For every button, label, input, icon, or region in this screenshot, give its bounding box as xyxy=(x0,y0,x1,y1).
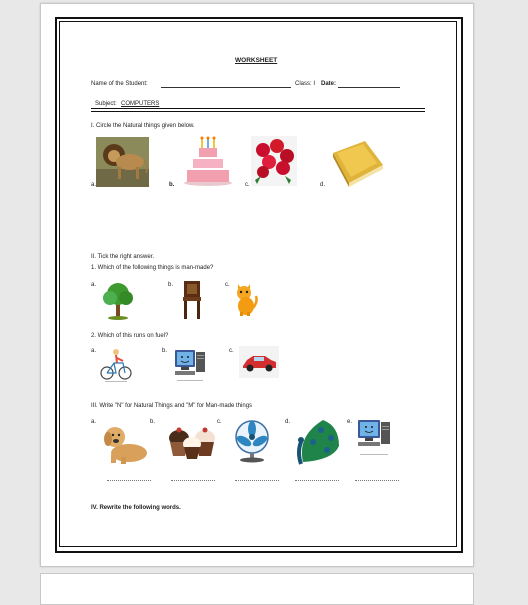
chair-image xyxy=(181,281,203,319)
answer-line-e[interactable] xyxy=(355,480,399,481)
bicycle-image xyxy=(99,347,133,383)
car-image xyxy=(239,346,279,378)
student-name-label: Name of the Student: xyxy=(91,81,148,87)
section1-label-d: d. xyxy=(320,182,326,188)
q1-label-b: b. xyxy=(168,282,174,288)
computer-image-1 xyxy=(171,346,209,384)
document-page xyxy=(40,3,474,567)
answer-line-d[interactable] xyxy=(295,480,339,481)
book-image xyxy=(329,139,385,187)
q2-label-a: a. xyxy=(91,348,97,354)
section1-label-c: c. xyxy=(245,182,250,188)
q1-label-c: c. xyxy=(225,282,230,288)
answer-line-b[interactable] xyxy=(171,480,215,481)
date-label: Date: xyxy=(321,81,337,87)
date-blank[interactable] xyxy=(338,81,400,88)
section1-label-b: b. xyxy=(169,182,175,188)
section3-label-a: a. xyxy=(91,419,97,425)
header-rule-2 xyxy=(91,111,425,112)
next-page xyxy=(40,573,474,605)
peacock-image xyxy=(293,416,343,466)
answer-line-c[interactable] xyxy=(235,480,279,481)
dog-image xyxy=(99,419,151,465)
computer-image-2 xyxy=(354,416,394,458)
class-label: Class: I xyxy=(295,81,316,87)
header-rule-1 xyxy=(91,108,425,109)
section2-heading: II. Tick the right answer. xyxy=(91,254,155,260)
subject-value: COMPUTERS xyxy=(121,101,160,107)
worksheet-title: WORKSHEET xyxy=(235,57,278,64)
section3-heading: III. Write "N" for Natural Things and "M" for Man-made things xyxy=(91,403,253,409)
cat-image xyxy=(234,282,258,316)
section1-label-a: a. xyxy=(91,182,97,188)
section2-question-2: 2. Which of this runs on fuel? xyxy=(91,333,169,339)
section1-heading: I. Circle the Natural things given below. xyxy=(91,123,195,129)
roses-image xyxy=(251,136,297,186)
cupcakes-image xyxy=(167,422,217,460)
q2-label-c: c. xyxy=(229,348,234,354)
cake-image xyxy=(183,135,233,187)
lion-image xyxy=(96,137,149,187)
student-name-blank[interactable] xyxy=(161,81,291,88)
section3-label-c: c. xyxy=(217,419,222,425)
answer-line-a[interactable] xyxy=(107,480,151,481)
section3-label-b: b. xyxy=(150,419,156,425)
fan-image xyxy=(229,419,275,463)
section2-question-1: 1. Which of the following things is man-made? xyxy=(91,265,214,271)
section3-label-d: d. xyxy=(285,419,291,425)
subject-label: Subject: xyxy=(95,101,117,107)
section4-heading: IV. Rewrite the following words. xyxy=(91,505,181,511)
tree-image xyxy=(101,280,135,320)
q2-label-b: b. xyxy=(162,348,168,354)
section3-label-e: e. xyxy=(347,419,353,425)
q1-label-a: a. xyxy=(91,282,97,288)
